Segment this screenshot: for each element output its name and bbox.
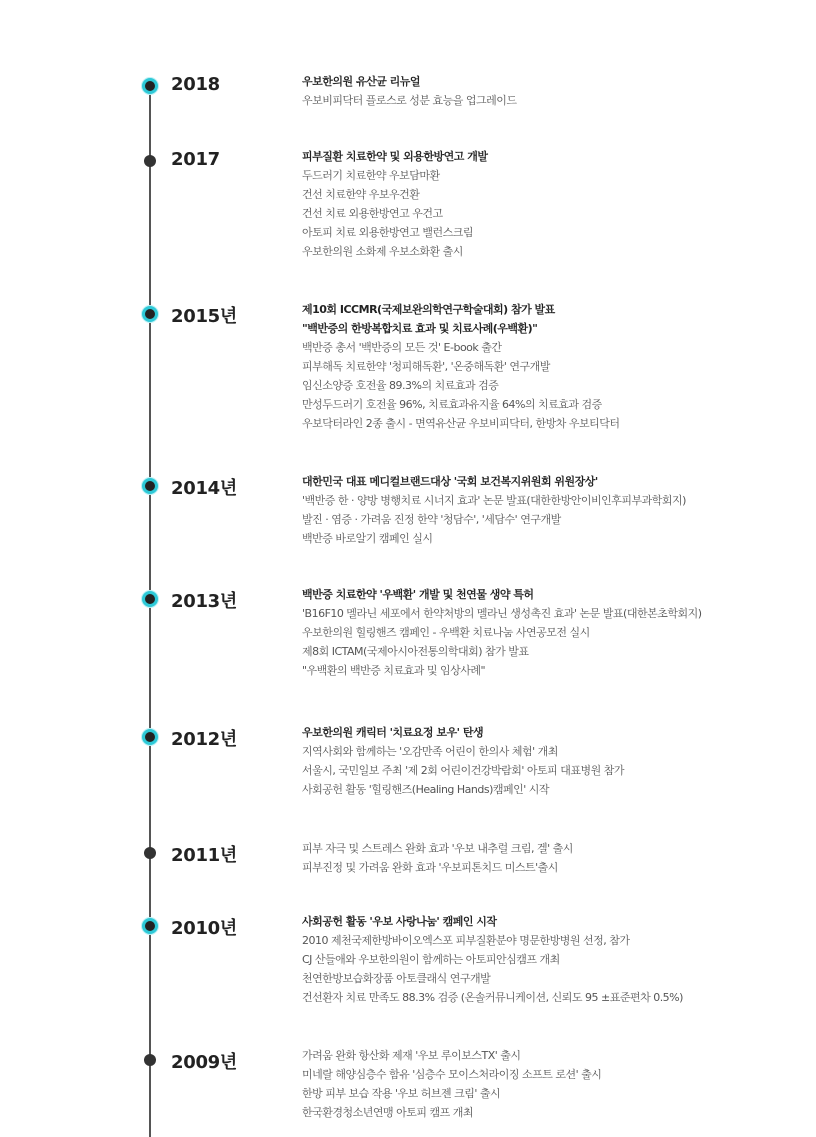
timeline-dot: [142, 478, 158, 494]
timeline-item: 우보한의원 힐링핸즈 캠페인 - 우백환 치료나눔 사연공모전 실시: [302, 626, 590, 639]
timeline-item: 임신소양증 호전율 89.3%의 치료효과 검증: [302, 379, 499, 392]
timeline-details: [302, 723, 802, 799]
timeline-year: 2009년: [171, 1052, 237, 1073]
timeline-year: 2017: [171, 149, 220, 170]
timeline-axis: [149, 86, 151, 1137]
timeline-item: 천연한방보습화장품 아토클래식 연구개발: [302, 972, 491, 985]
timeline-item: 한국환경청소년연맹 아토피 캠프 개최: [302, 1106, 474, 1119]
timeline-item: 2010 제천국제한방바이오엑스포 피부질환분야 명문한방병원 선정, 참가: [302, 934, 630, 947]
timeline-headline: "백반증의 한방복합치료 효과 및 치료사례(우백환)": [302, 322, 538, 335]
timeline-headline: 우보한의원 유산균 리뉴얼: [302, 75, 421, 88]
timeline-item: 'B16F10 멜라닌 세포에서 한약처방의 멜라닌 생성촉진 효과' 논문 발표(대한본초학회지): [302, 607, 702, 620]
timeline-headline: 대한민국 대표 메디컬브랜드대상 '국회 보건복지위원회 위원장상': [302, 475, 598, 488]
timeline-item: 건선 치료 외용한방연고 우건고: [302, 207, 443, 220]
timeline-dot: [142, 729, 158, 745]
timeline-dot: [144, 1054, 156, 1066]
timeline-dot: [142, 78, 158, 94]
timeline-item: 사회공헌 활동 '힐링핸즈(Healing Hands)캠페인' 시작: [302, 783, 550, 796]
timeline-item: 미네랄 해양심층수 함유 '심층수 모이스처라이징 소프트 로션' 출시: [302, 1068, 602, 1081]
timeline-details: [302, 72, 802, 110]
timeline-headline: 사회공헌 활동 '우보 사랑나눔' 캠페인 시작: [302, 915, 497, 928]
timeline-item: 피부진정 및 가려움 완화 효과 '우보피톤치드 미스트'출시: [302, 861, 558, 874]
timeline-year: 2012년: [171, 729, 237, 750]
timeline-item: 만성두드러기 호전율 96%, 치료효과유지율 64%의 치료효과 검증: [302, 398, 602, 411]
timeline-item: 우보한의원 소화제 우보소화환 출시: [302, 245, 463, 258]
timeline-item: 아토피 치료 외용한방연고 밸런스크림: [302, 226, 474, 239]
timeline-year: 2018: [171, 74, 220, 95]
timeline-details: [302, 585, 802, 680]
timeline-year: 2011년: [171, 845, 237, 866]
timeline-details: [302, 472, 802, 548]
timeline-item: 우보닥터라인 2종 출시 - 면역유산균 우보비피닥터, 한방차 우보티닥터: [302, 417, 620, 430]
timeline-item: 제8회 ICTAM(국제아시아전통의학대회) 참가 발표: [302, 645, 529, 658]
timeline-item: 피부해독 치료한약 '청피해독환', '온중해독환' 연구개발: [302, 360, 550, 373]
timeline-item: '백반증 한 · 양방 병행치료 시너지 효과' 논문 발표(대한한방안이비인후피부과학회지): [302, 494, 686, 507]
timeline-headline: 피부질환 치료한약 및 외용한방연고 개발: [302, 150, 488, 163]
timeline-details: [302, 147, 802, 261]
timeline-year: 2010년: [171, 918, 237, 939]
timeline-item: 지역사회와 함께하는 '오감만족 어린이 한의사 체험' 개최: [302, 745, 558, 758]
timeline-item: 백반증 총서 '백반증의 모든 것' E-book 출간: [302, 341, 502, 354]
timeline-item: "우백환의 백반증 치료효과 및 임상사례": [302, 664, 486, 677]
timeline-details: [302, 1046, 802, 1122]
timeline-headline: 제10회 ICCMR(국제보완의학연구학술대회) 참가 발표: [302, 303, 555, 316]
timeline-item: 피부 자극 및 스트레스 완화 효과 '우보 내추럴 크림, 겔' 출시: [302, 842, 573, 855]
timeline-dot: [142, 918, 158, 934]
timeline-item: CJ 산들애와 우보한의원이 함께하는 아토피안심캠프 개최: [302, 953, 560, 966]
timeline-item: 두드러기 치료한약 우보담마환: [302, 169, 440, 182]
timeline-details: [302, 300, 802, 433]
timeline-item: 서울시, 국민일보 주최 '제 2회 어린이건강박람회' 아토피 대표병원 참가: [302, 764, 625, 777]
timeline-item: 발진 · 염증 · 가려움 진정 한약 '청담수', '세담수' 연구개발: [302, 513, 561, 526]
timeline-item: 우보비피닥터 플로스로 성분 효능을 업그레이드: [302, 94, 517, 107]
timeline-item: 백반증 바로알기 캠페인 실시: [302, 532, 433, 545]
timeline-item: 건선환자 치료 만족도 88.3% 검증 (온솔커뮤니케이션, 신뢰도 95 ±표준편차 0.5%): [302, 991, 683, 1004]
timeline-dot: [144, 847, 156, 859]
timeline-dot: [144, 155, 156, 167]
timeline-item: 건선 치료한약 우보우건환: [302, 188, 420, 201]
timeline-headline: 우보한의원 캐릭터 '치료요정 보우' 탄생: [302, 726, 484, 739]
timeline-details: [302, 839, 802, 877]
timeline-item: 가려움 완화 항산화 제재 '우보 루이보스TX' 출시: [302, 1049, 521, 1062]
timeline-year: 2014년: [171, 478, 237, 499]
timeline-item: 한방 피부 보습 작용 '우보 허브젠 크림' 출시: [302, 1087, 501, 1100]
timeline-year: 2013년: [171, 591, 237, 612]
timeline-headline: 백반증 치료한약 '우백환' 개발 및 천연물 생약 특허: [302, 588, 534, 601]
timeline-dot: [142, 306, 158, 322]
timeline-year: 2015년: [171, 306, 237, 327]
timeline-details: [302, 912, 802, 1007]
timeline-dot: [142, 591, 158, 607]
